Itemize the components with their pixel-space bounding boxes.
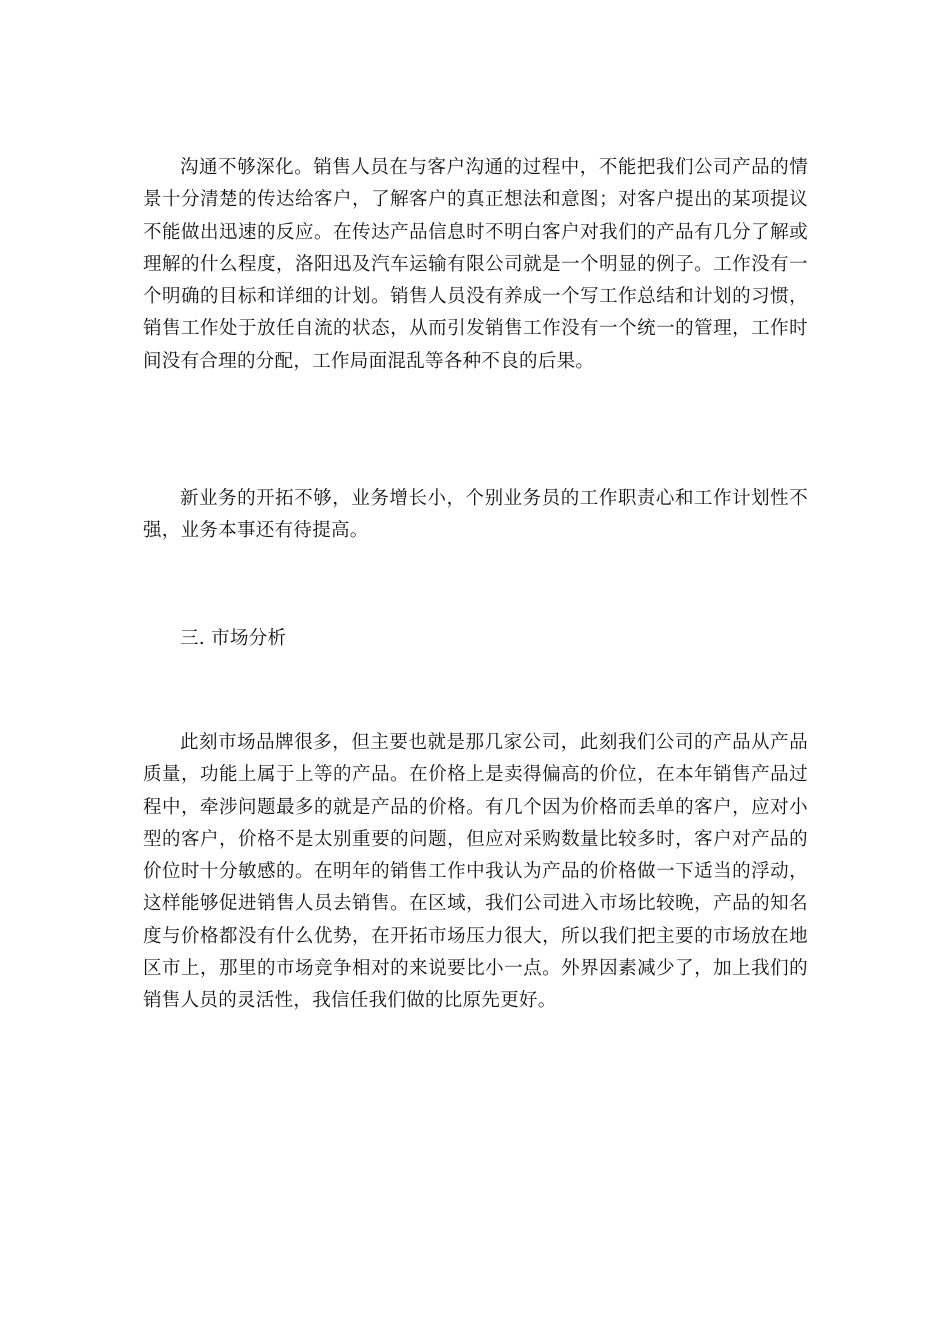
paragraph-communication-issues: 沟通不够深化。销售人员在与客户沟通的过程中，不能把我们公司产品的情景十分清楚的传达给客户，了解客户的真正想法和意图；对客户提出的某项提议不能做出迅速的反应。在传达产品信息时不明白客户对我们的产品有几分了解或理解的什么程度，洛阳迅及汽车运输有限公司就是一个明显的例子。工作没有一个明确的目标和详细的计划。销售人员没有养成一个写工作总结和计划的习惯，销售工作处于放任自流的状态，从而引发销售工作没有一个统一的管理，工作时间没有合理的分配，工作局面混乱等各种不良的后果。 <box>143 157 808 372</box>
section-heading-market-analysis: 三. 市场分析 <box>180 628 287 649</box>
paragraph-new-business: 新业务的开拓不够，业务增长小，个别业务员的工作职责心和工作计划性不强，业务本事还有待提高。 <box>143 488 808 542</box>
paragraph-market-analysis: 此刻市场品牌很多，但主要也就是那几家公司，此刻我们公司的产品从产品质量，功能上属于上等的产品。在价格上是卖得偏高的价位，在本年销售产品过程中，牵涉问题最多的就是产品的价格。有几个因为价格而丢单的客户，应对小型的客户，价格不是太别重要的问题，但应对采购数量比较多时，客户对产品的价位时十分敏感的。在明年的销售工作中我认为产品的价格做一下适当的浮动，这样能够促进销售人员去销售。在区域，我们公司进入市场比较晚，产品的知名度与价格都没有什么优势，在开拓市场压力很大，所以我们把主要的市场放在地区市上，那里的市场竞争相对的来说要比小一点。外界因素减少了，加上我们的销售人员的灵活性，我信任我们做的比原先更好。 <box>143 732 808 1012</box>
